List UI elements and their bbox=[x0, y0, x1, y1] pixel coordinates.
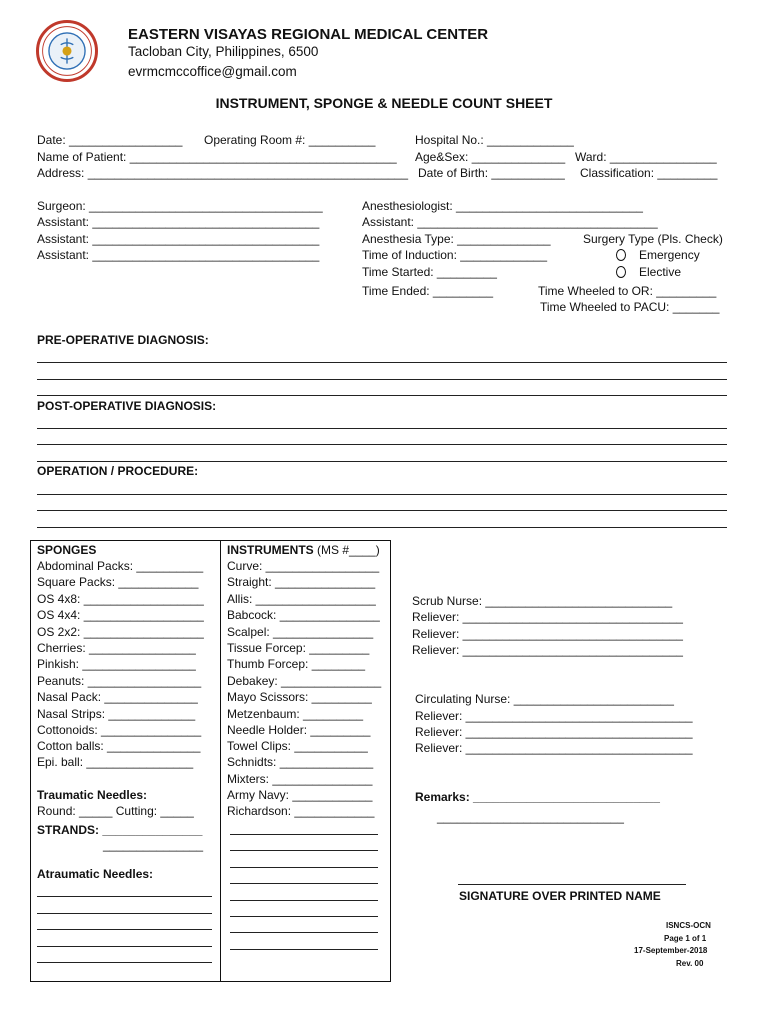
scrub-reliever-field[interactable]: Reliever: _________________________________ bbox=[412, 643, 683, 657]
institution-address: Tacloban City, Philippines, 6500 bbox=[128, 44, 319, 59]
circ-reliever-field[interactable]: Reliever: __________________________________ bbox=[415, 709, 693, 723]
emergency-radio[interactable] bbox=[616, 249, 626, 261]
scrub-reliever-field[interactable]: Reliever: _________________________________ bbox=[412, 610, 683, 624]
atraumatic-line[interactable] bbox=[37, 929, 212, 930]
hospital-no-field[interactable]: Hospital No.: _____________ bbox=[415, 133, 574, 147]
sponge-item[interactable]: OS 4x8: __________________ bbox=[37, 592, 204, 606]
anes-assistant-field[interactable]: Assistant: ____________________________________ bbox=[362, 215, 658, 229]
surgery-type-label: Surgery Type (Pls. Check) bbox=[583, 232, 723, 246]
instrument-item[interactable]: Thumb Forcep: ________ bbox=[227, 657, 366, 671]
assistant-field-1[interactable]: Assistant: __________________________________ bbox=[37, 215, 320, 229]
instrument-item[interactable]: Allis: __________________ bbox=[227, 592, 376, 606]
traumatic-needles-title: Traumatic Needles: bbox=[37, 788, 148, 802]
sponge-item[interactable]: OS 2x2: __________________ bbox=[37, 625, 204, 639]
sponge-item[interactable]: Nasal Pack: ______________ bbox=[37, 690, 198, 704]
pre-op-label: PRE-OPERATIVE DIAGNOSIS: bbox=[37, 333, 209, 347]
atraumatic-line[interactable] bbox=[37, 913, 212, 914]
instrument-blank-line[interactable] bbox=[230, 949, 378, 950]
pre-op-line-3[interactable] bbox=[37, 395, 727, 396]
instrument-blank-line[interactable] bbox=[230, 850, 378, 851]
post-op-label: POST-OPERATIVE DIAGNOSIS: bbox=[37, 399, 217, 413]
signature-label: SIGNATURE OVER PRINTED NAME bbox=[459, 889, 661, 903]
sponge-item[interactable]: Peanuts: _________________ bbox=[37, 674, 202, 688]
date-field[interactable]: Date: _________________ bbox=[37, 133, 183, 147]
circ-reliever-field[interactable]: Reliever: __________________________________ bbox=[415, 741, 693, 755]
circulating-nurse-field[interactable]: Circulating Nurse: ________________________ bbox=[415, 692, 674, 706]
instrument-blank-line[interactable] bbox=[230, 867, 378, 868]
form-code: ISNCS-OCN bbox=[666, 921, 711, 930]
procedure-line-2[interactable] bbox=[37, 510, 727, 511]
logo-seal bbox=[39, 23, 95, 79]
elective-label: Elective bbox=[639, 265, 682, 279]
circ-reliever-field[interactable]: Reliever: __________________________________ bbox=[415, 725, 693, 739]
instrument-item[interactable]: Curve: _________________ bbox=[227, 559, 380, 573]
instrument-item[interactable]: Debakey: _______________ bbox=[227, 674, 382, 688]
atraumatic-line[interactable] bbox=[37, 896, 212, 897]
instrument-item[interactable]: Towel Clips: ___________ bbox=[227, 739, 368, 753]
instrument-item[interactable]: Richardson: ____________ bbox=[227, 804, 375, 818]
wheeled-or-field[interactable]: Time Wheeled to OR: _________ bbox=[538, 284, 717, 298]
elective-radio[interactable] bbox=[616, 266, 626, 278]
instrument-item[interactable]: Babcock: _______________ bbox=[227, 608, 380, 622]
count-table-divider bbox=[220, 540, 221, 982]
instrument-blank-line[interactable] bbox=[230, 900, 378, 901]
sponge-item[interactable]: Nasal Strips: _____________ bbox=[37, 707, 196, 721]
sponges-title: SPONGES bbox=[37, 543, 97, 557]
instruments-title-text: INSTRUMENTS bbox=[227, 543, 314, 557]
emergency-label: Emergency bbox=[639, 248, 700, 262]
time-ended-field[interactable]: Time Ended: _________ bbox=[362, 284, 493, 298]
sponge-item[interactable]: Epi. ball: ________________ bbox=[37, 755, 194, 769]
classification-field[interactable]: Classification: _________ bbox=[580, 166, 718, 180]
document-title: INSTRUMENT, SPONGE & NEEDLE COUNT SHEET bbox=[215, 95, 553, 111]
instrument-item[interactable]: Scalpel: _______________ bbox=[227, 625, 374, 639]
instruments-title bbox=[227, 543, 380, 557]
pre-op-line-2[interactable] bbox=[37, 379, 727, 380]
instrument-item[interactable]: Straight: _______________ bbox=[227, 575, 376, 589]
assistant-field-2[interactable]: Assistant: __________________________________ bbox=[37, 232, 320, 246]
form-date: 17-September-2018 bbox=[634, 946, 708, 955]
instrument-blank-line[interactable] bbox=[230, 916, 378, 917]
sponge-item[interactable]: Abdominal Packs: __________ bbox=[37, 559, 204, 573]
institution-name: EASTERN VISAYAS REGIONAL MEDICAL CENTER bbox=[128, 26, 489, 43]
instrument-item[interactable]: Metzenbaum: _________ bbox=[227, 707, 364, 721]
instrument-blank-line[interactable] bbox=[230, 932, 378, 933]
signature-line[interactable] bbox=[458, 884, 686, 885]
strands-field[interactable]: STRANDS: _______________ bbox=[37, 823, 203, 837]
post-op-line-1[interactable] bbox=[37, 428, 727, 429]
instrument-item[interactable]: Needle Holder: _________ bbox=[227, 723, 371, 737]
address-field[interactable]: Address: ________________________________________________ bbox=[37, 166, 409, 180]
assistant-field-3[interactable]: Assistant: __________________________________ bbox=[37, 248, 320, 262]
patient-name-field[interactable]: Name of Patient: ________________________________________ bbox=[37, 150, 397, 164]
sponge-item[interactable]: Cherries: ________________ bbox=[37, 641, 196, 655]
atraumatic-line[interactable] bbox=[37, 946, 212, 947]
sponge-item[interactable]: Square Packs: ____________ bbox=[37, 575, 199, 589]
anesthesiologist-field[interactable]: Anesthesiologist: ____________________________ bbox=[362, 199, 643, 213]
atraumatic-line[interactable] bbox=[37, 962, 212, 963]
sponge-item[interactable]: OS 4x4: __________________ bbox=[37, 608, 204, 622]
age-sex-field[interactable]: Age&Sex: ______________ bbox=[415, 150, 566, 164]
instrument-item[interactable]: Mayo Scissors: _________ bbox=[227, 690, 372, 704]
sponge-item[interactable]: Cotton balls: ______________ bbox=[37, 739, 201, 753]
strands-line[interactable]: _______________ bbox=[103, 838, 204, 852]
instruments-ms-field[interactable]: (MS #____) bbox=[317, 543, 380, 557]
instrument-blank-line[interactable] bbox=[230, 834, 378, 835]
time-induction-field[interactable]: Time of Induction: _____________ bbox=[362, 248, 548, 262]
sponge-item[interactable]: Cottonoids: _______________ bbox=[37, 723, 202, 737]
instrument-item[interactable]: Army Navy: ____________ bbox=[227, 788, 373, 802]
anesthesia-type-field[interactable]: Anesthesia Type: ______________ bbox=[362, 232, 551, 246]
instrument-item[interactable]: Mixters: _______________ bbox=[227, 772, 373, 786]
atraumatic-needles-title: Atraumatic Needles: bbox=[37, 867, 154, 881]
remarks-line[interactable]: ____________________________ bbox=[437, 810, 624, 824]
revision: Rev. 00 bbox=[676, 959, 704, 968]
instrument-item[interactable]: Schnidts: ______________ bbox=[227, 755, 374, 769]
post-op-line-2[interactable] bbox=[37, 444, 727, 445]
pre-op-line-1[interactable] bbox=[37, 362, 727, 363]
wheeled-pacu-field[interactable]: Time Wheeled to PACU: _______ bbox=[540, 300, 720, 314]
procedure-label: OPERATION / PROCEDURE: bbox=[37, 464, 199, 478]
procedure-line-3[interactable] bbox=[37, 527, 727, 528]
instrument-item[interactable]: Tissue Forcep: _________ bbox=[227, 641, 370, 655]
dob-field[interactable]: Date of Birth: ___________ bbox=[418, 166, 565, 180]
time-started-field[interactable]: Time Started: _________ bbox=[362, 265, 497, 279]
page-number: Page 1 of 1 bbox=[664, 934, 707, 943]
operating-room-field[interactable]: Operating Room #: __________ bbox=[204, 133, 376, 147]
ward-field[interactable]: Ward: ________________ bbox=[575, 150, 717, 164]
post-op-line-3[interactable] bbox=[37, 461, 727, 462]
round-cutting-field[interactable]: Round: _____ Cutting: _____ bbox=[37, 804, 194, 818]
surgeon-field[interactable]: Surgeon: ___________________________________ bbox=[37, 199, 323, 213]
remarks-field[interactable]: Remarks: ____________________________ bbox=[415, 790, 660, 804]
scrub-nurse-field[interactable]: Scrub Nurse: ____________________________ bbox=[412, 594, 673, 608]
sponge-item[interactable]: Pinkish: _________________ bbox=[37, 657, 196, 671]
hospital-logo bbox=[36, 20, 98, 82]
institution-email: evrmcmccoffice@gmail.com bbox=[128, 64, 297, 79]
scrub-reliever-field[interactable]: Reliever: _________________________________ bbox=[412, 627, 683, 641]
instrument-blank-line[interactable] bbox=[230, 883, 378, 884]
procedure-line-1[interactable] bbox=[37, 494, 727, 495]
